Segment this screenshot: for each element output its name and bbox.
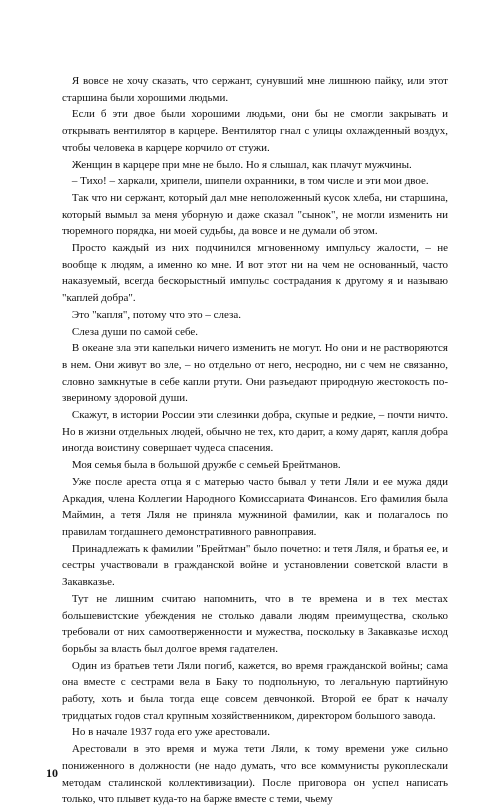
paragraph-11: Моя семья была в большой дружбе с семьей Брейтманов. — [71, 459, 341, 472]
paragraph-7: Это "капля", потому что это – слеза. — [71, 308, 241, 321]
paragraph-15: Один из братьев тети Ляли погиб, кажется, во время гражданской войны; сама она вместе с сестрами вела в Баку то подпольную, то легальную партийную работу, хоть и была тогда еще совсем девчонкой. Второй ее брат к началу тридцатых годов стал крупным хозяйственником, директором большого завода. — [62, 659, 448, 722]
paragraph-5: Так что ни сержант, который дал мне неположенный кусок хлеба, ни старшина, который вымыл за меня уборную и даже сказал "сынок", не могли изменить ни тюремного порядка, ни моей судьбы, да вовсе и не думали об этом. — [62, 191, 448, 238]
paragraph-10: Скажут, в истории России эти слезинки добра, скупые и редкие, – почти ничто. Но в жизни отдельных людей, обычно не тех, кто дарит, а кому дарят, капля добра иногда воистину совершает чудеса спасения. — [62, 409, 448, 455]
paragraph-8: Слеза души по самой себе. — [71, 325, 199, 338]
paragraph-13: Принадлежать к фамилии "Брейтман" было почетно: и тетя Ляля, и братья ее, и сестры участвовали в гражданской войне и установлении советской власти в Закавказье. — [62, 542, 448, 589]
paragraph-17: Арестовали в это время и мужа тети Ляли, к тому времени уже сильно пониженного в должности (не надо думать, что все коммунисты рукоплескали методам сталинской коллективизации). После приговора он успел написать только, что плывет куда-то на барже вместе с теми, чьему — [62, 743, 448, 806]
paragraph-9: В океане зла эти капельки ничего изменить не могут. Но они и не растворяются в нем. Они живут во зле, – но отдельно от него, несродно, ни с чем не связанно, словно замкнутые в себе капли ртути. Они разъедают природную жестокость по-звериному здоровой души. — [62, 342, 448, 405]
page-number: 10 — [46, 766, 58, 780]
paragraph-3: Женщин в карцере при мне не было. Но я слышал, как плачут мужчины. — [71, 158, 412, 171]
paragraph-6: Просто каждый из них подчинился мгновенному импульсу жалости, – не вообще к людям, а именно ко мне. И вот этот ни на чем не основанный, часто наказуемый, всегда бескорыстный импульс сострадания к другому я и называю "каплей добра". — [62, 242, 448, 305]
paragraph-1: Я вовсе не хочу сказать, что сержант, сунувший мне лишнюю пайку, или этот старшина были хорошими людьми. — [62, 75, 448, 104]
body-text — [62, 73, 448, 808]
paragraph-4: – Тихо! – харкали, хрипели, шипели охранники, в том числе и эти мои двое. — [71, 175, 429, 188]
paragraph-16: Но в начале 1937 года его уже арестовали. — [71, 726, 270, 739]
paragraph-2: Если б эти двое были хорошими людьми, они бы не смогли закрывать и открывать вентилятор в карцере. Вентилятор гнал с улицы охлажденный воздух, чтобы человека в карцере корчило от стужи. — [62, 108, 448, 154]
paragraph-12: Уже после ареста отца я с матерью часто бывал у тети Ляли и ее мужа дяди Аркадия, члена Коллегии Народного Комиссариата Финансов. Его фамилия была Маймин, а тетя Ляля не приняла мужниной фамилии, как и полагалось по правилам тогдашнего демонстративного равноправия. — [62, 475, 448, 538]
paragraph-14: Тут не лишним считаю напомнить, что в те времена и в тех местах большевистские убеждения не столько давали людям преимущества, сколько требовали от них самоотверженности и мужества, поскольку в Закавказье исход борьбы за власть был долгое время гадателен. — [62, 592, 448, 655]
